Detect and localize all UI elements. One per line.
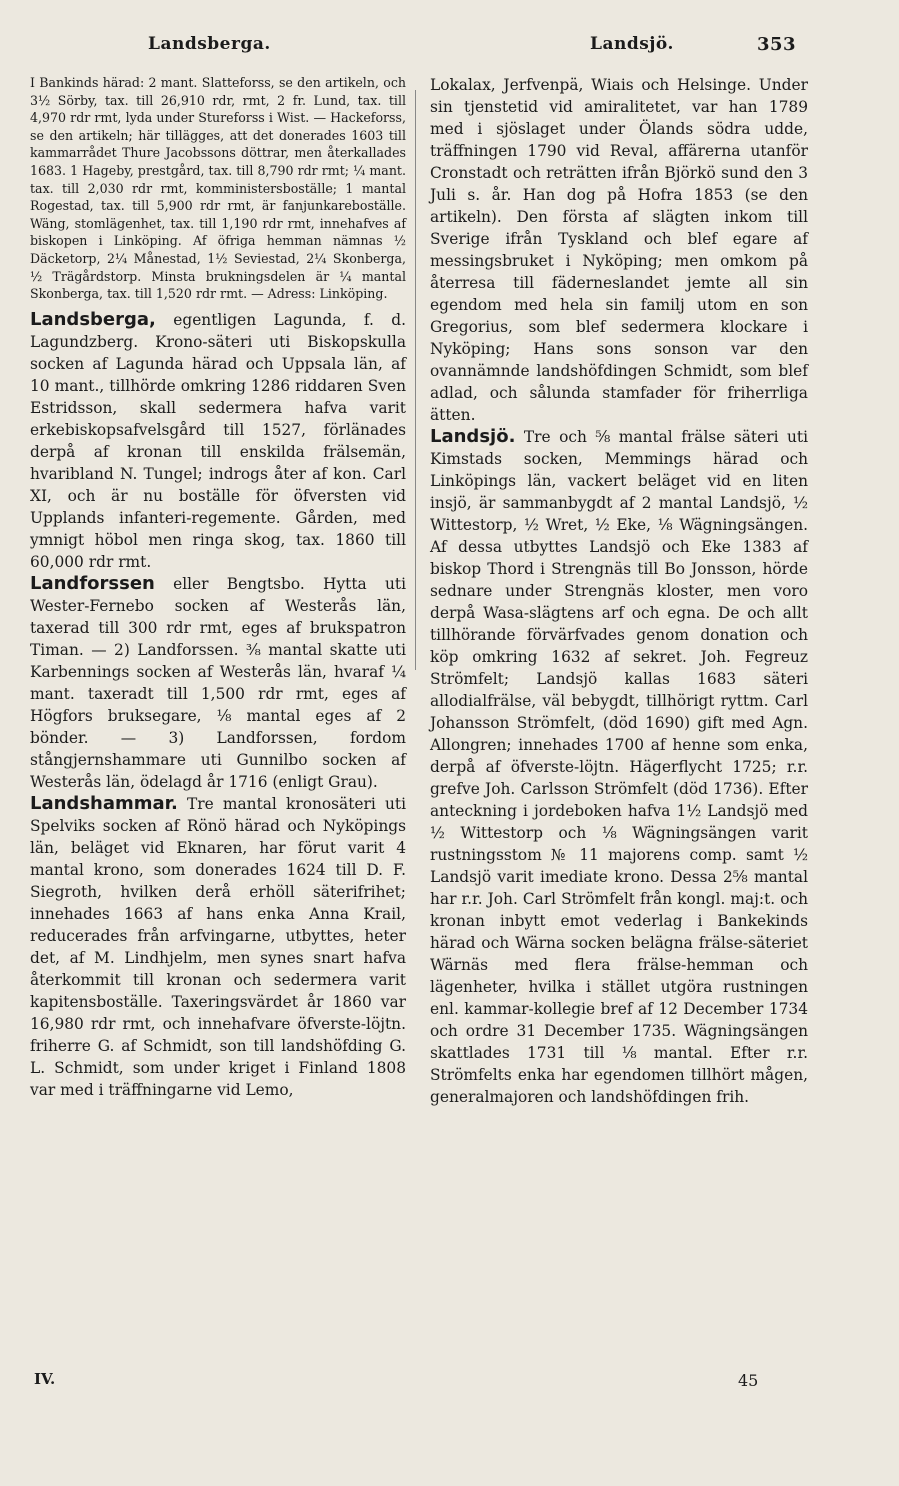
column-rule	[415, 90, 416, 670]
entry-landforssen	[30, 573, 406, 793]
right-entries	[430, 74, 808, 1108]
entry-text: eller Bengtsbo. Hytta uti Wester-Fernebo socken af Westerås län, taxerad till 300 rdr rmt, eges af brukspatron Timan. — 2) Landforssen. ³⁄₈ mantal skatte uti Karbennings socken af Westerås län, hvaraf ¼ mant. taxeradt till 1,500 rdr rmt, eges af Högfors bruksegare, ⅛ mantal eges af 2 bönder. — 3) Landforssen, fordom stångjernshammare uti Gunnilbo socken af Westerås län, ödelagd år 1716 (enligt Grau).	[30, 574, 406, 791]
signature-mark: IV.	[34, 1370, 56, 1388]
right-column	[430, 74, 808, 1108]
footer-number: 45	[738, 1371, 759, 1390]
left-column	[30, 74, 406, 1101]
entry-text: Tre mantal kronosäteri uti Spelviks socken af Rönö härad och Nyköpings län, beläget vid Eknaren, har förut varit 4 mantal krono, som donerades 1624 till D. F. Siegroth, hvilken derå erhöll säterifrihet; innehades 1663 af hans enka Anna Krail, reducerades från arfvingarne, utbyttes, heter det, af M. Lindhjelm, men synes snart hafva återkommit till kronan och sedermera varit kapitensboställe. Taxeringsvärdet år 1860 var 16,980 rdr rmt, och innehafvare öfverste-löjtn. friherre G. af Schmidt, son till landshöfding G. L. Schmidt, som under kriget i Finland 1808 var med i träffningarne vid Lemo,	[30, 794, 406, 1099]
entry-headword: Landforssen	[30, 572, 155, 594]
small-print-paragraph: I Bankinds härad: 2 mant. Slatteforss, se den artikeln, och 3½ Sörby, tax. till 26,910 rdr, rmt, 2 fr. Lund, tax. till 4,970 rdr rmt, lyda under Stureforss i Wist. — Hackeforss, se den artikeln; här tillägges, att det donerades 1603 till kammarrådet Thure Jacobssons döttrar, men återkallades 1683. 1 Hageby, prestgård, tax. till 8,790 rdr rmt; ¼ mant. tax. till 2,030 rdr rmt, komministersboställe; 1 mantal Rogestad, tax. till 5,900 rdr rmt, är fanjunkareboställe. Wäng, stomlägenhet, tax. till 1,190 rdr rmt, innehafves af biskopen i Linköping. Af öfriga hemman nämnas ½ Däcketorp, 2¼ Månestad, 1½ Seviestad, 2¼ Skonberga, ½ Trägårdstorp. Minsta brukningsdelen är ¼ mantal Skonberga, tax. till 1,520 rdr rmt. — Adress: Linköping.	[30, 75, 406, 302]
entry-headword: Landsjö.	[430, 426, 516, 447]
entry-headword: Landshammar.	[30, 792, 178, 814]
entries	[30, 309, 406, 1101]
entry-landshammar	[30, 793, 406, 1101]
page-number: 353	[757, 34, 797, 55]
entry-headword: Landsberga,	[30, 308, 156, 330]
entry-text: Tre och ⅝ mantal frälse säteri uti Kimstads socken, Memmings härad och Linköpings län, vackert beläget vid en liten insjö, är sammanbygdt af 2 mantal Landsjö, ½ Wittestorp, ½ Wret, ½ Eke, ⅛ Wägningsängen. Af dessa utbyttes Landsjö och Eke 1383 af biskop Thord i Strengnäs till Bo Jonsson, hörde sednare under Strengnäs kloster, men voro derpå Wasa-slägtens arf och egna. De och allt tillhörande förvärfvades genom donation och köp omkring 1632 af sekret. Joh. Fegreuz Strömfelt; Landsjö kallas 1683 säteri allodialfrälse, väl bebygdt, tillhörigt ryttm. Carl Johansson Strömfelt, (död 1690) gift med Agn. Allongren; innehades 1700 af henne som enka, derpå af öfverste-löjtn. Hägerflycht 1725; r.r. grefve Joh. Carlsson Strömfelt (död 1736). Efter anteckning i jordeboken hafva 1½ Landsjö med ½ Wittestorp och ⅛ Wägningsängen varit rustningsstom № 11 majorens comp. samt ½ Landsjö varit imediate krono. Dessa 2⅝ mantal har r.r. Joh. Carl Strömfelt från kongl. maj:t. och kronan inbytt emot vederlag i Bankekinds härad och Wärna socken belägna frälse-säteriet Wärnäs med flera frälse-hemman och lägenheter, hvilka i stället utgöra rustningen enl. kammar-kollegie bref af 12 December 1734 och ordre 31 December 1735. Wägningsängen skattlades 1731 till ⅛ mantal. Efter r.r. Strömfelts enka har egendomen tillhört mågen, generalmajoren och landshöfdingen frih.	[430, 428, 808, 1106]
entry-landsberga	[30, 309, 406, 573]
entry-text: egentligen Lagunda, f. d. Lagundzberg. Krono-säteri uti Biskopskulla socken af Lagunda härad och Uppsala län, af 10 mant., tillhörde omkring 1286 riddaren Sven Estridsson, skall sedermera hafva varit erkebiskopsafvelsgård till 1527, förlänades derpå af kronan till enskilda frälsemän, hvaribland N. Tungel; indrogs åter af kon. Carl XI, och är nu boställe för öfversten vid Upplands infanteri-regemente. Gården, med ymnigt höbol men ringa skog, tax. 1860 till 60,000 rdr rmt.	[30, 310, 406, 571]
running-head-right: Landsjö.	[590, 34, 674, 54]
continuation-paragraph: Lokalax, Jerfvenpä, Wiais och Helsinge. Under sin tjenstetid vid amiralitetet, var han 1789 med i sjöslaget under Ölands södra udde, träffningen 1790 vid Reval, affärerna utanför Cronstadt och reträtten ifrån Björkö sund den 3 Juli s. år. Han dog på Hofra 1853 (se den artikeln). Den första af slägten inkom till Sverige ifrån Tyskland och blef egare af messingsbruket i Nyköping; men omkom på återresa till fäderneslandet jemte all sin egendom med hela sin familj utom en son Gregorius, som blef sedermera klockare i Nyköping; Hans sons sonson var den ovannämnde landshöfdingen Schmidt, som blef adlad, och sålunda stamfader för friherrliga ätten.	[430, 76, 808, 424]
small-print-block	[30, 74, 406, 303]
running-head-left: Landsberga.	[148, 34, 271, 54]
entry-landsjo	[430, 426, 808, 1108]
